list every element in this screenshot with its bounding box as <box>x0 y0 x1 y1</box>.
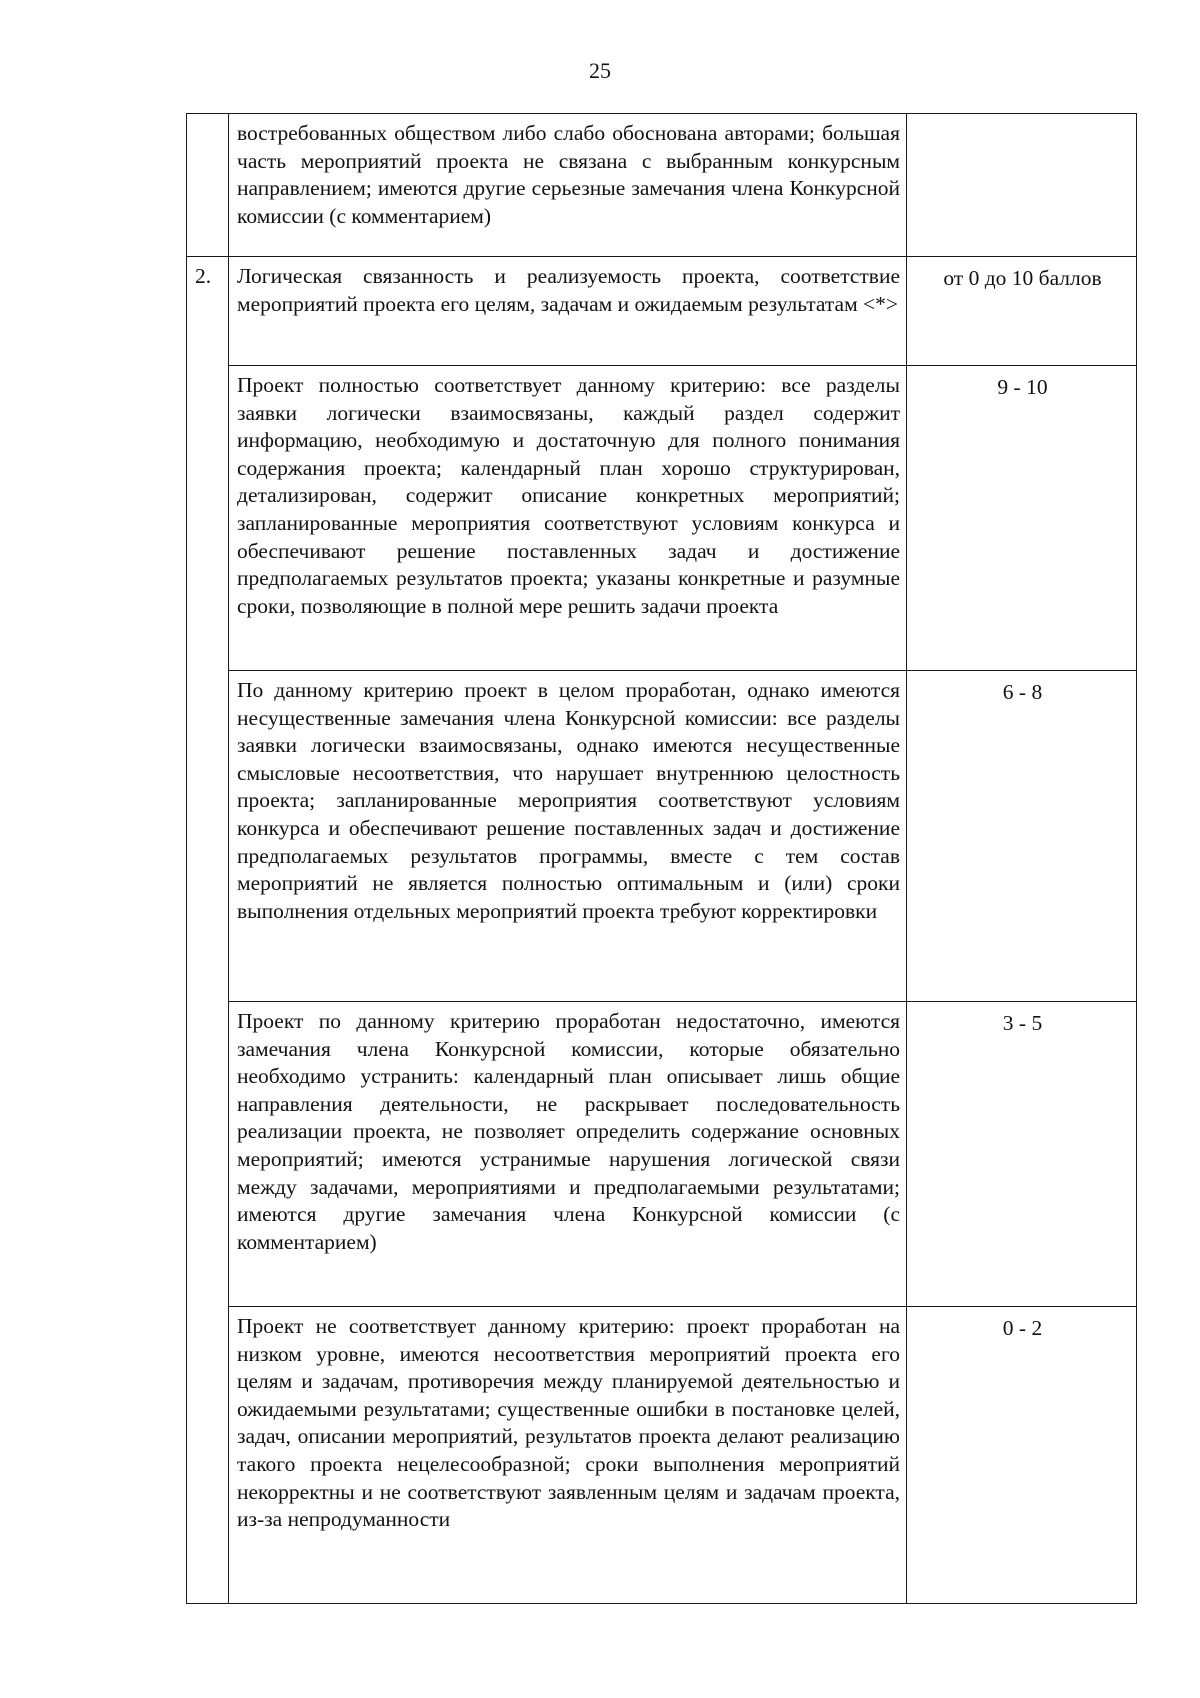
level-score: 6 - 8 <box>907 671 1137 1002</box>
level-score: 9 - 10 <box>907 366 1137 671</box>
level-score: 3 - 5 <box>907 1002 1137 1307</box>
level-text: Проект полностью соответствует данному критерию: все разделы заявки логически взаимосвязаны, каждый раздел содержит информацию, необходимую и достаточную для полного понимания содержания проекта; календарный план хорошо структурирован, детализирован, содержит описание конкретных мероприятий; запланированные мероприятия соответствуют условиям конкурса и обеспечивают решение поставленных задач и достижение предполагаемых результатов проекта; указаны конкретные и разумные сроки, позволяющие в полной мере решить задачи проекта <box>229 366 907 671</box>
table-row-continuation <box>187 114 1137 257</box>
criterion-number: 2. <box>187 257 229 1604</box>
continuation-text: востребованных обществом либо слабо обоснована авторами; большая часть мероприятий проекта не связана с выбранным конкурсным направлением; имеются другие серьезные замечания члена Конкурсной комиссии (с комментарием) <box>229 114 907 257</box>
level-text: Проект по данному критерию проработан недостаточно, имеются замечания члена Конкурсной комиссии, которые обязательно необходимо устранить: календарный план описывает лишь общие направления деятельности, не раскрывает последовательность реализации проекта, не позволяет определить содержание основных мероприятий; имеются устранимые нарушения логической связи между задачами, мероприятиями и предполагаемыми результатами; имеются другие замечания члена Конкурсной комиссии (с комментарием) <box>229 1002 907 1307</box>
table-row-criterion <box>187 257 1137 366</box>
table-row-level-2 <box>187 671 1137 1002</box>
level-text: Проект не соответствует данному критерию: проект проработан на низком уровне, имеются несоответствия мероприятий проекта его целям и задачам, противоречия между планируемой деятельностью и ожидаемыми результатами; существенные ошибки в постановке целей, задач, описании мероприятий, результатов проекта делают реализацию такого проекта нецелесообразной; сроки выполнения мероприятий некорректны и не соответствуют заявленным целям и задачам проекта, из-за непродуманности <box>229 1307 907 1604</box>
level-score: 0 - 2 <box>907 1307 1137 1604</box>
criterion-score: от 0 до 10 баллов <box>907 257 1137 366</box>
page-number: 25 <box>589 58 611 83</box>
number-cell-empty <box>187 114 229 257</box>
criteria-table <box>186 113 1137 1604</box>
table-row-level-1 <box>187 366 1137 671</box>
table-row-level-4 <box>187 1307 1137 1604</box>
table-row-level-3 <box>187 1002 1137 1307</box>
criterion-text: Логическая связанность и реализуемость проекта, соответствие мероприятий проекта его целям, задачам и ожидаемым результатам <*> <box>229 257 907 366</box>
level-text: По данному критерию проект в целом проработан, однако имеются несущественные замечания члена Конкурсной комиссии: все разделы заявки логически взаимосвязаны, однако имеются несущественные смысловые несоответствия, что нарушает внутреннюю целостность проекта; запланированные мероприятия соответствуют условиям конкурса и обеспечивают решение поставленных задач и достижение предполагаемых результатов программы, вместе с тем состав мероприятий не является полностью оптимальным и (или) сроки выполнения отдельных мероприятий проекта требуют корректировки <box>229 671 907 1002</box>
continuation-score <box>907 114 1137 257</box>
